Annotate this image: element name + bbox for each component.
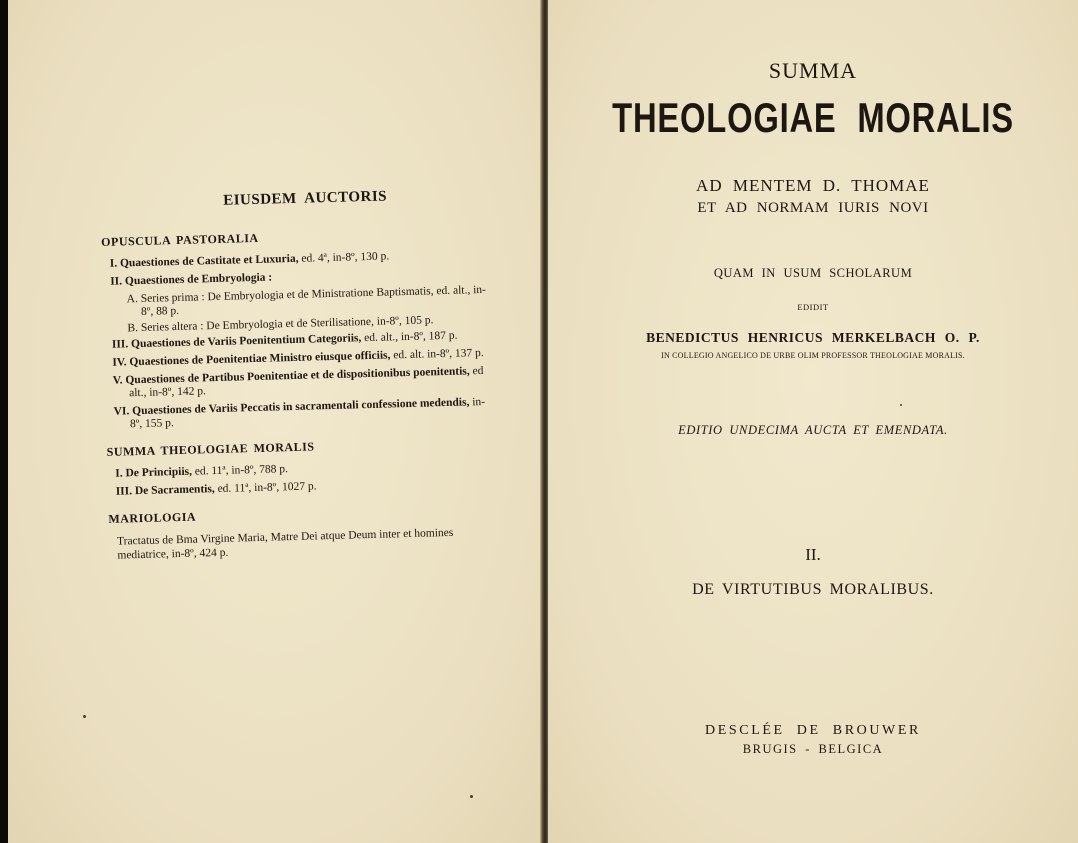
work-details: in-8º, 155 p. [129,395,486,431]
work-title: V. Quaestiones de Partibus Poenitentiae et de dispositionibus poenitentis, [112,365,470,387]
subtitle-line-1: AD MENTEM D. THOMAE [696,176,930,195]
dedication-line: QUAM IN USUM SCHOLARUM [713,266,913,280]
subtitle-line-2: ET AD NORMAM IURIS NOVI [697,200,929,216]
publisher-place: BRUGIS - BELGICA [742,742,884,756]
publisher-name: DESCLÉE DE BROUWER [705,723,921,738]
work-subitem: B. Series altera : De Embryologia et de Sterilisatione, in-8º, 105 p. [127,314,434,335]
work-details: ed. alt., in-8º, 187 p. [361,329,458,345]
work-details: ed alt., in-8º, 142 p. [129,365,484,400]
work-item [113,396,496,432]
edidit-label: EDIDIT [797,302,829,312]
work-title: IV. Quaestiones de Poenitentiae Ministro eiusque officiis, [112,349,391,369]
work-details: ed. 4ª, in-8º, 130 p. [298,250,390,265]
left-page [8,0,542,843]
main-title: THEOLOGIAE MORALIS [612,94,1014,141]
author-name: BENEDICTUS HENRICUS MERKELBACH O. P. [646,330,980,345]
other-works-heading: EIUSDEM AUCTORIS [223,188,388,209]
title-summa: SUMMA [768,58,858,83]
work-title: II. Quaestiones de Embryologia : [110,271,273,288]
work-details: ed. 11ª, in-8º, 1027 p. [214,480,317,496]
work-title: VI. Quaestiones de Variis Peccatis in sacramentali confessione medendis, [113,396,470,418]
volume-number: II. [805,545,821,564]
other-works-list [100,186,500,567]
volume-title: DE VIRTUTIBUS MORALIBUS. [692,581,934,598]
author-affiliation: IN COLLEGIO ANGELICO DE URBE OLIM PROFESSOR THEOLOGIAE MORALIS. [661,351,965,360]
section-title-mariologia: MARIOLOGIA [108,509,197,526]
work-item [113,365,496,401]
work-details: ed. 11ª, in-8º, 788 p. [191,463,289,478]
work-title: I. De Principiis, [115,465,193,480]
section-title-opuscula: OPUSCULA PASTORALIA [101,230,259,249]
work-details: ed. alt. in-8º, 137 p. [390,347,484,362]
work-title: I. Quaestiones de Castitate et Luxuria, [109,252,299,270]
section-title-summa: SUMMA THEOLOGIAE MORALIS [106,439,315,459]
work-item: Tractatus de Bma Virgine Maria, Matre Dei atque Deum inter et homines mediatrice, in-8º, 424 p. [116,526,454,562]
edition-statement: EDITIO UNDECIMA AUCTA ET EMENDATA. [678,423,948,437]
work-title: III. Quaestiones de Variis Poenitentium Categoriis, [111,332,362,351]
work-subitem: A. Series prima : De Embryologia et de Ministratione Baptismatis, ed. alt., in-8º, 88 p. [126,283,487,318]
right-page [548,0,1078,843]
work-title: III. De Sacramentis, [115,483,215,498]
